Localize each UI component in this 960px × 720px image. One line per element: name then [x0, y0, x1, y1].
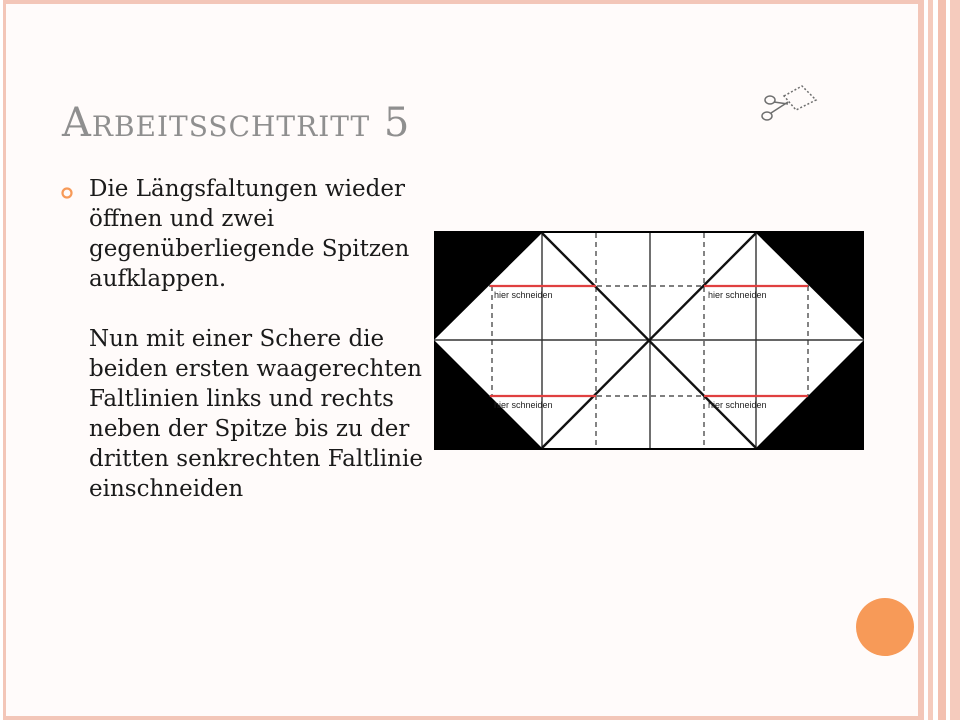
scissors-icon	[758, 78, 820, 126]
cut-label-bottom-left: hier schneiden	[494, 400, 553, 410]
cut-label-top-left: hier schneiden	[494, 290, 553, 300]
cut-label-top-right: hier schneiden	[708, 290, 767, 300]
cut-label-bottom-right: hier schneiden	[708, 400, 767, 410]
circle-bullet-icon	[60, 186, 74, 200]
slide-title: Arbeitsschtritt 5	[62, 100, 411, 146]
instruction-text	[89, 174, 429, 504]
folding-diagram	[434, 231, 864, 450]
frame-bottom-border	[3, 716, 921, 720]
instruction-paragraph-1: Die Längsfaltungen wieder öffnen und zwei gegenüberliegende Spitzen aufklappen.	[89, 176, 410, 292]
orange-circle-decoration	[856, 598, 914, 656]
instruction-paragraph-2: Nun mit einer Schere die beiden ersten waagerechten Faltlinien links und rechts neben der Spitze bis zu der dritten senkrechten Faltlinie einschneiden	[89, 326, 423, 502]
right-decorative-stripes	[918, 0, 960, 720]
